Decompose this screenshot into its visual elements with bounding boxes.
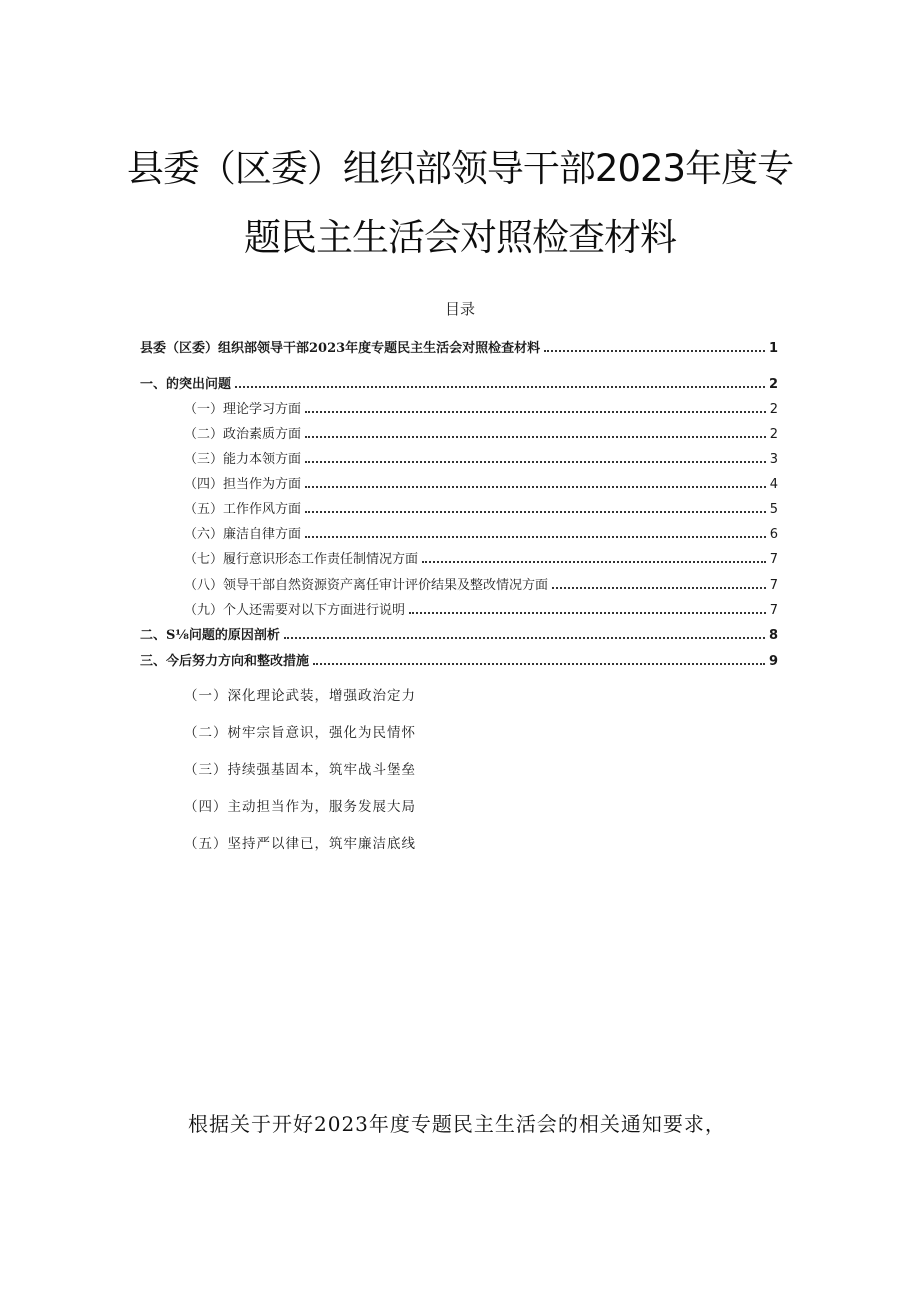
toc-entry-page: 3	[769, 452, 778, 467]
toc-leader	[305, 435, 766, 438]
toc-entry[interactable]	[140, 547, 778, 567]
toc-entry-label: （二）政治素质方面	[184, 427, 302, 442]
toc-leader	[305, 410, 766, 413]
toc-entry-label: （一）理论学习方面	[184, 402, 302, 417]
toc-heading: 目录	[444, 300, 475, 318]
toc-entry[interactable]	[140, 598, 778, 618]
body-paragraph: 根据关于开好2023年度专题民主生活会的相关通知要求，	[188, 1112, 726, 1136]
measure-item: （一）深化理论武装，增强政治定力	[184, 688, 416, 704]
document-title-line-2: 题民主生活会对照检查材料	[244, 216, 676, 259]
toc-leader	[409, 611, 766, 614]
toc-entry-page: 5	[769, 502, 778, 517]
toc-entry-label: （九）个人还需要对以下方面进行说明	[184, 603, 406, 618]
toc-entry-page: 4	[769, 477, 778, 492]
toc-entry-page: 2	[769, 427, 778, 442]
measure-item: （二）树牢宗旨意识，强化为民情怀	[184, 725, 416, 741]
toc-leader	[305, 510, 766, 513]
toc-entry-page: 6	[769, 527, 778, 542]
toc-entry-page: 7	[769, 578, 778, 593]
toc-entry-label: 三、今后努力方向和整改措施	[140, 654, 310, 669]
toc-entry-page: 7	[769, 552, 778, 567]
toc-entry-label: 一、的突出问题	[140, 377, 232, 392]
toc-entry[interactable]	[140, 447, 778, 467]
measure-item: （四）主动担当作为，服务发展大局	[184, 799, 416, 815]
toc-leader	[552, 586, 766, 589]
toc-entry[interactable]	[140, 573, 778, 593]
toc-entry-page: 1	[768, 341, 778, 356]
measure-item: （三）持续强基固本，筑牢战斗堡垒	[184, 762, 416, 778]
toc-entry[interactable]	[140, 522, 778, 542]
document-title-line-1: 县委（区委）组织部领导干部2023年度专	[126, 147, 794, 190]
toc-leader	[313, 662, 765, 665]
toc-entry-label: （七）履行意识形态工作责任制情况方面	[184, 552, 419, 567]
toc-leader	[305, 460, 766, 463]
toc-entry[interactable]	[140, 497, 778, 517]
toc-entry-page: 2	[769, 402, 778, 417]
toc-entry[interactable]	[140, 422, 778, 442]
toc-leader	[284, 636, 765, 639]
toc-entry-page: 7	[769, 603, 778, 618]
toc-leader	[235, 385, 765, 388]
toc-leader	[305, 485, 766, 488]
toc-entry-label: （五）工作作风方面	[184, 502, 302, 517]
toc-entry-label: 二、S⅛问题的原因剖析	[140, 628, 280, 643]
toc-entry[interactable]	[140, 397, 778, 417]
toc-entry-label: 县委（区委）组织部领导干部2023年度专题民主生活会对照检查材料	[140, 341, 541, 356]
toc-leader	[422, 560, 766, 563]
measure-item: （五）坚持严以律已，筑牢廉洁底线	[184, 836, 416, 852]
toc-entry-page: 2	[768, 377, 778, 392]
toc-entry[interactable]	[140, 336, 778, 356]
toc-entry[interactable]	[140, 649, 778, 669]
toc-entry-label: （八）领导干部自然资源资产离任审计评价结果及整改情况方面	[184, 578, 549, 593]
toc-entry-page: 9	[768, 654, 778, 669]
toc-entry-label: （三）能力本领方面	[184, 452, 302, 467]
toc-entry-label: （四）担当作为方面	[184, 477, 302, 492]
toc-leader	[544, 349, 765, 352]
toc-entry-page: 8	[768, 628, 778, 643]
toc-leader	[305, 535, 766, 538]
toc-entry[interactable]	[140, 472, 778, 492]
toc-entry[interactable]	[140, 623, 778, 643]
toc-entry-label: （六）廉洁自律方面	[184, 527, 302, 542]
toc-entry[interactable]	[140, 372, 778, 392]
